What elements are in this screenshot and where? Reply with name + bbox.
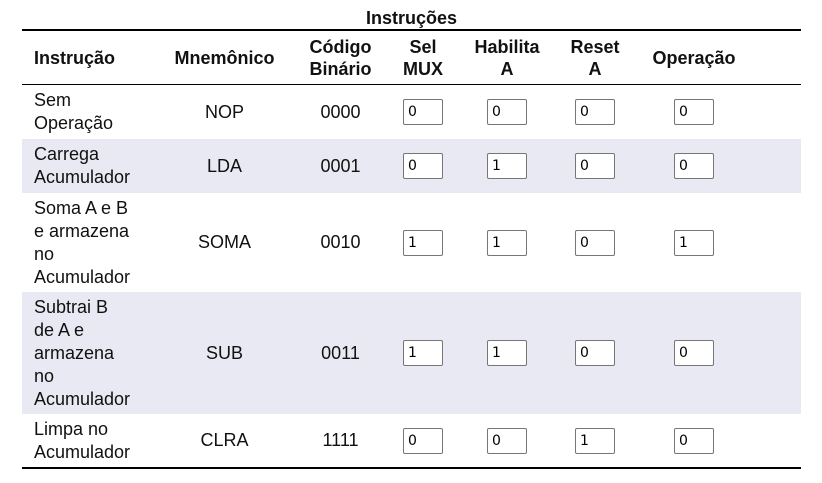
- header-habilita-line2: A: [500, 58, 514, 79]
- row-mnemonico: NOP: [204, 101, 244, 122]
- habilita-a-input[interactable]: [487, 153, 527, 179]
- operacao-input-cell: [641, 193, 747, 292]
- operacao-input[interactable]: [674, 428, 714, 454]
- descricao-line: Operação: [34, 113, 114, 133]
- table-row: [22, 85, 801, 140]
- row-descricao: [22, 85, 149, 140]
- sel-mux-input[interactable]: [403, 428, 443, 454]
- row-mnemonico: CLRA: [200, 430, 249, 450]
- reset-a-input[interactable]: [575, 230, 615, 256]
- habilita-a-input[interactable]: [487, 428, 527, 454]
- operacao-input[interactable]: [674, 99, 714, 125]
- header-habilita-line1: Habilita: [474, 36, 540, 57]
- header-selmux-line1: Sel: [409, 36, 437, 57]
- header-codigo-line2: Binário: [309, 58, 372, 79]
- descricao-line: Acumulador: [34, 388, 131, 409]
- descricao-line: Subtrai B: [34, 296, 109, 317]
- header-row: [22, 30, 801, 85]
- operacao-input-cell: [641, 139, 747, 193]
- descricao-line: Sem: [34, 90, 72, 110]
- instructions-panel: [22, 7, 801, 469]
- row-codigo-binario: 0010: [320, 232, 361, 252]
- descricao-line: no: [34, 365, 55, 386]
- habilita-a-input-cell: [465, 139, 549, 193]
- descricao-line: Acumulador: [34, 441, 131, 462]
- table-row: [22, 414, 801, 468]
- row-spacer: [747, 292, 801, 414]
- header-habilita-a: [465, 30, 549, 85]
- row-descricao: [22, 292, 149, 414]
- habilita-a-input[interactable]: [487, 340, 527, 366]
- descricao-line: Carrega: [34, 144, 100, 164]
- header-reset-line2: A: [588, 58, 602, 79]
- table-caption: Instruções: [365, 8, 458, 28]
- sel-mux-input-cell: [381, 139, 465, 193]
- operacao-input-cell: [641, 292, 747, 414]
- reset-a-input-cell: [549, 292, 641, 414]
- header-codigo-binario: [300, 30, 381, 85]
- instructions-table: [22, 29, 801, 469]
- header-spacer: [747, 30, 801, 85]
- reset-a-input[interactable]: [575, 99, 615, 125]
- descricao-line: de A e: [34, 319, 85, 340]
- table-row: [22, 292, 801, 414]
- operacao-input[interactable]: [674, 340, 714, 366]
- header-codigo-line1: Código: [309, 36, 372, 57]
- operacao-input[interactable]: [674, 153, 714, 179]
- sel-mux-input-cell: [381, 414, 465, 468]
- row-descricao: [22, 414, 149, 468]
- header-selmux-line2: MUX: [403, 58, 443, 79]
- row-mnemonico: SUB: [149, 292, 300, 414]
- sel-mux-input[interactable]: [403, 153, 443, 179]
- row-descricao: [22, 193, 149, 292]
- reset-a-input[interactable]: [575, 340, 615, 366]
- reset-a-input[interactable]: [575, 428, 615, 454]
- reset-a-input[interactable]: [575, 153, 615, 179]
- header-reset-line1: Reset: [570, 36, 620, 57]
- row-spacer: [747, 414, 801, 468]
- row-codigo-binario: 1111: [322, 430, 359, 450]
- reset-a-input-cell: [549, 414, 641, 468]
- row-codigo-binario: 0001: [300, 139, 381, 193]
- header-reset-a: [549, 30, 641, 85]
- row-codigo-binario: 0011: [300, 292, 381, 414]
- header-sel-mux: [381, 30, 465, 85]
- habilita-a-input[interactable]: [487, 99, 527, 125]
- row-spacer: [747, 85, 801, 140]
- descricao-line: armazena: [34, 342, 115, 363]
- habilita-a-input-cell: [465, 85, 549, 140]
- sel-mux-input[interactable]: [403, 230, 443, 256]
- reset-a-input-cell: [549, 85, 641, 140]
- header-instrucao: Instrução: [22, 30, 149, 85]
- descricao-line: Limpa no: [34, 418, 109, 439]
- descricao-line: Acumulador: [34, 167, 131, 187]
- descricao-line: Acumulador: [34, 266, 131, 287]
- row-spacer: [747, 193, 801, 292]
- sel-mux-input-cell: [381, 292, 465, 414]
- descricao-line: e armazena: [34, 220, 130, 241]
- operacao-input-cell: [641, 85, 747, 140]
- sel-mux-input[interactable]: [403, 340, 443, 366]
- operacao-input[interactable]: [674, 230, 714, 256]
- row-spacer: [747, 139, 801, 193]
- table-row: [22, 139, 801, 193]
- row-mnemonico: SOMA: [197, 232, 251, 252]
- header-operacao: Operação: [641, 30, 747, 85]
- descricao-line: Soma A e B: [34, 197, 129, 218]
- header-mnemonico: Mnemônico: [149, 30, 300, 85]
- sel-mux-input-cell: [381, 85, 465, 140]
- habilita-a-input[interactable]: [487, 230, 527, 256]
- sel-mux-input[interactable]: [403, 99, 443, 125]
- row-codigo-binario: 0000: [320, 101, 361, 122]
- reset-a-input-cell: [549, 193, 641, 292]
- instructions-body: [22, 85, 801, 469]
- table-row: [22, 193, 801, 292]
- habilita-a-input-cell: [465, 292, 549, 414]
- habilita-a-input-cell: [465, 193, 549, 292]
- reset-a-input-cell: [549, 139, 641, 193]
- sel-mux-input-cell: [381, 193, 465, 292]
- descricao-line: no: [34, 243, 55, 264]
- habilita-a-input-cell: [465, 414, 549, 468]
- row-descricao: [22, 139, 149, 193]
- row-mnemonico: LDA: [149, 139, 300, 193]
- operacao-input-cell: [641, 414, 747, 468]
